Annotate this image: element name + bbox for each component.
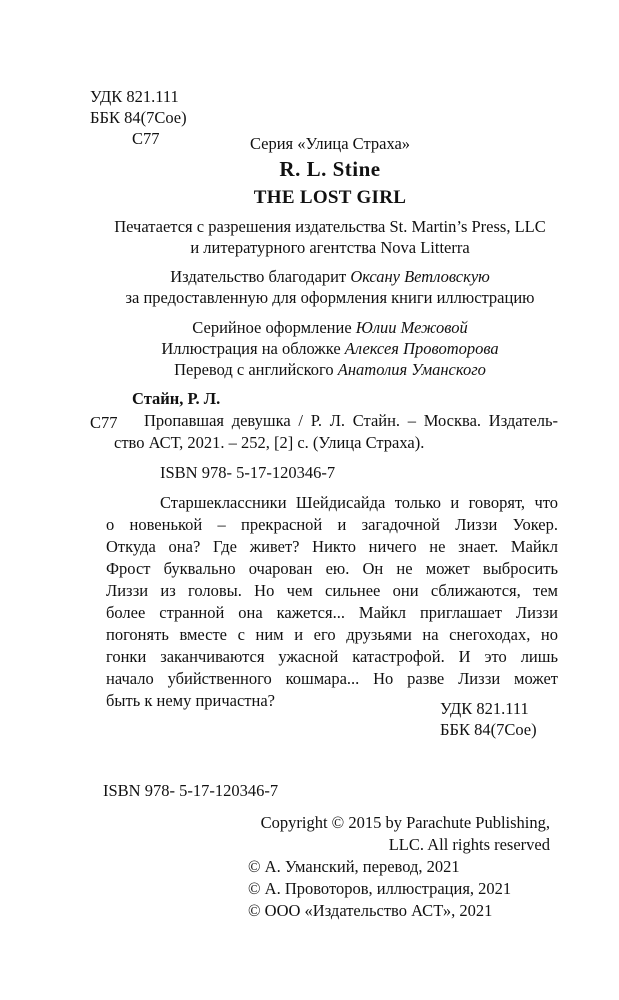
book-title-en: THE LOST GIRL bbox=[253, 187, 407, 208]
rights-line-1: Печатается с разрешения издательства St. Martin’s Press, LLC bbox=[114, 217, 546, 236]
thanks-line-2: за предоставленную для оформления книги иллюстрацию bbox=[125, 288, 535, 307]
annotation-line: гонки заканчиваются ужасной катастрофой. И это лишь bbox=[106, 647, 558, 666]
catalog-line-1: Пропавшая девушка / Р. Л. Стайн. – Москва. Издатель- bbox=[144, 411, 558, 430]
catalog-author: Стайн, Р. Л. bbox=[132, 389, 221, 408]
copyright-line-1: Copyright © 2015 by Parachute Publishing, bbox=[260, 813, 550, 832]
design-name: Юлии Межовой bbox=[355, 318, 468, 337]
author-mark: С77 bbox=[132, 129, 160, 148]
series-text: Серия «Улица Страха» bbox=[249, 134, 411, 153]
bbk-code: ББК 84(7Сое) bbox=[90, 108, 187, 127]
annotation-line: начало убийственного кошмара... Но разве Лиззи может bbox=[106, 669, 558, 688]
thanks-notice bbox=[80, 266, 580, 308]
annotation bbox=[106, 492, 558, 712]
original-title bbox=[80, 186, 580, 210]
catalog-mark: С77 bbox=[90, 413, 118, 432]
original-author bbox=[80, 156, 580, 182]
translation-prefix: Перевод с английского bbox=[174, 360, 338, 379]
author-name-en: R. L. Stine bbox=[279, 157, 381, 181]
annotation-line: Старшеклассники Шейдисайда только и говорят, что bbox=[160, 493, 558, 512]
annotation-line: Лиззи из головы. Но чем сильнее они сближаются, тем bbox=[106, 581, 558, 600]
cover-prefix: Иллюстрация на обложке bbox=[161, 339, 345, 358]
annotation-line: о новенькой – прекрасной и загадочной Лиззи Уокер. bbox=[106, 515, 558, 534]
bbk-code-bottom: ББК 84(7Сое) bbox=[440, 720, 537, 739]
catalog-line-2: ство АСТ, 2021. – 252, [2] с. (Улица Страха). bbox=[114, 433, 425, 452]
udk-code: УДК 821.111 bbox=[90, 87, 179, 106]
annotation-line: Фрост буквально очарован ею. Он не может выбросить bbox=[106, 559, 558, 578]
series-line bbox=[80, 133, 580, 154]
design-prefix: Серийное оформление bbox=[192, 318, 356, 337]
cover-credit bbox=[80, 338, 580, 359]
copyright-line-4: © А. Провоторов, иллюстрация, 2021 bbox=[248, 879, 512, 898]
annotation-line: быть к нему причастна? bbox=[106, 691, 275, 710]
thanks-name: Оксану Ветловскую bbox=[350, 267, 490, 286]
copyright-line-3: © А. Уманский, перевод, 2021 bbox=[248, 857, 460, 876]
copyright-line-5: © ООО «Издательство АСТ», 2021 bbox=[248, 901, 493, 920]
rights-line-2: и литературного агентства Nova Litterra bbox=[190, 238, 470, 257]
copyright-block bbox=[248, 812, 550, 856]
credits-block bbox=[80, 317, 580, 380]
cover-name: Алексея Провоторова bbox=[344, 339, 499, 358]
catalog-description bbox=[114, 410, 558, 454]
design-credit bbox=[80, 317, 580, 338]
catalog-isbn: ISBN 978- 5-17-120346-7 bbox=[160, 463, 336, 482]
annotation-line: более странной она кажется... Майкл приглашает Лиззи bbox=[106, 603, 558, 622]
translation-name: Анатолия Уманского bbox=[337, 360, 486, 379]
copyright-line-2: LLC. All rights reserved bbox=[388, 835, 550, 854]
rights-notice bbox=[80, 216, 580, 258]
thanks-prefix: Издательство благодарит bbox=[170, 267, 351, 286]
thanks-line-1 bbox=[80, 266, 580, 287]
isbn-bottom: ISBN 978- 5-17-120346-7 bbox=[103, 781, 279, 800]
copyright-list bbox=[248, 856, 511, 922]
annotation-line: погонять вместе с ним и его друзьями на снегоходах, но bbox=[106, 625, 558, 644]
udk-code-bottom: УДК 821.111 bbox=[440, 699, 529, 718]
translation-credit bbox=[80, 359, 580, 380]
annotation-line: Откуда она? Где живет? Никто ничего не знает. Майкл bbox=[106, 537, 558, 556]
